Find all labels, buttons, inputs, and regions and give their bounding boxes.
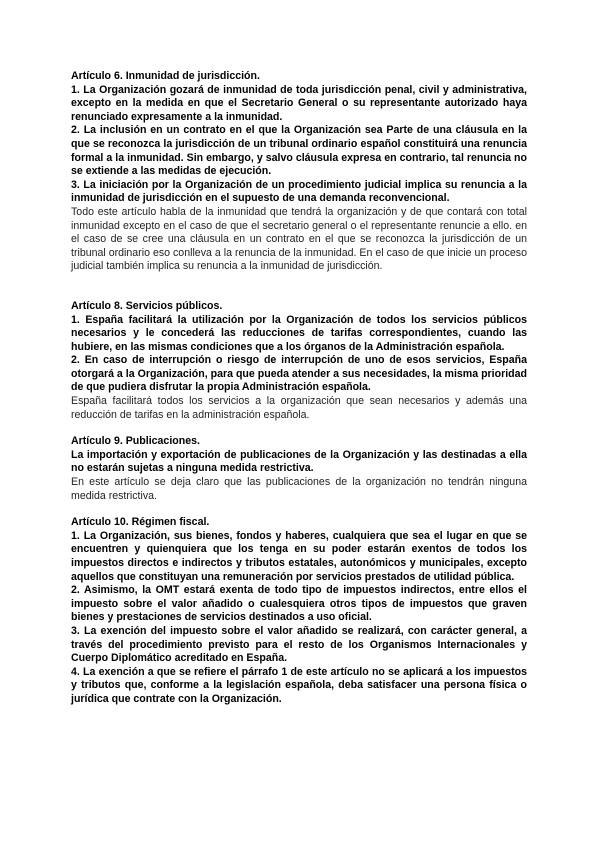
article-comment: Todo este artículo habla de la inmunidad que tendrá la organización y de que contará con total inmunidad excepto en el caso de que el secretario general o el representante renuncie a ello. en el caso de se cree una cláusula en un contrato en el que se reconozca la jurisdicción de un tribunal ordinario eso conlleva a la renuncia de la inmunidad. En el caso de que inicie un proceso judicial también implica su renuncia a la inmunidad de jurisdicción. xyxy=(71,205,527,273)
article-8 xyxy=(71,300,527,422)
article-paragraph: 3. La exención del impuesto sobre el valor añadido se realizará, con carácter general, a través del procedimiento previsto para el resto de los Organismos Internacionales y Cuerpo Diplomático acreditado en España. xyxy=(71,624,527,665)
article-paragraph: 2. Asimismo, la OMT estará exenta de todo tipo de impuestos indirectos, entre ellos el impuesto sobre el valor añadido o cualesquiera otros tipos de impuestos que graven bienes y prestaciones de servicios destinados a uso oficial. xyxy=(71,584,527,624)
article-paragraph: 2. La inclusión en un contrato en el que la Organización sea Parte de una cláusula en la que se reconozca la jurisdicción de un tribunal ordinario español constituirá una renuncia formal a la inmunidad. Sin embargo, y salvo cláusula expresa en contrario, tal renuncia no se extiende a las medidas de ejecución. xyxy=(71,124,527,178)
article-heading: Artículo 9. Publicaciones. xyxy=(71,435,200,448)
article-paragraph: La importación y exportación de publicaciones de la Organización y las destinadas a ella no estarán sujetas a ninguna medida restrictiva. xyxy=(71,448,527,475)
article-paragraph: 3. La iniciación por la Organización de un procedimiento judicial implica su renuncia a la inmunidad de jurisdicción en el supuesto de una demanda reconvencional. xyxy=(71,178,527,205)
article-10 xyxy=(71,516,527,706)
article-heading: Artículo 10. Régimen fiscal. xyxy=(71,516,210,529)
article-paragraph: 4. La exención a que se refiere el párrafo 1 de este artículo no se aplicará a los impuestos y tributos que, conforme a la legislación española, deba satisfacer una persona física o jurídica que contrate con la Organización. xyxy=(71,665,527,705)
article-9 xyxy=(71,435,527,503)
article-heading: Artículo 8. Servicios públicos. xyxy=(71,299,223,312)
article-paragraph: 1. La Organización gozará de inmunidad de toda jurisdicción penal, civil y administrativa, excepto en la medida en que el Secretario General o su representante autorizado haya renunciado expresamente a la inmunidad. xyxy=(71,83,527,123)
article-comment: España facilitará todos los servicios a la organización que sean necesarios y además una reducción de tarifas en la administración española. xyxy=(71,395,527,421)
article-paragraph: 1. España facilitará la utilización por la Organización de todos los servicios públicos necesarios y le concederá las reducciones de tarifas correspondientes, cuando las hubiere, en las mismas condiciones que a los órganos de la Administración española. xyxy=(71,313,527,353)
article-comment: En este artículo se deja claro que las publicaciones de la organización no tendrán ninguna medida restrictiva. xyxy=(71,476,527,502)
article-paragraph: 1. La Organización, sus bienes, fondos y haberes, cualquiera que sea el lugar en que se encuentren y quienquiera que los tenga en su poder estarán exentos de todos los impuestos directos e indirectos y tributos estatales, autonómicos y municipales, excepto aquellos que constituyan una remuneración por servicios prestados de utilidad pública. xyxy=(71,529,527,583)
document-page xyxy=(71,70,527,707)
article-paragraph: 2. En caso de interrupción o riesgo de interrupción de uno de esos servicios, España otorgará a la Organización, para que pueda atender a sus necesidades, la misma prioridad de que pudiera disfrutar la propia Administración española. xyxy=(71,354,527,394)
article-heading: Artículo 6. Inmunidad de jurisdicción. xyxy=(71,70,260,82)
article-6 xyxy=(71,70,527,274)
